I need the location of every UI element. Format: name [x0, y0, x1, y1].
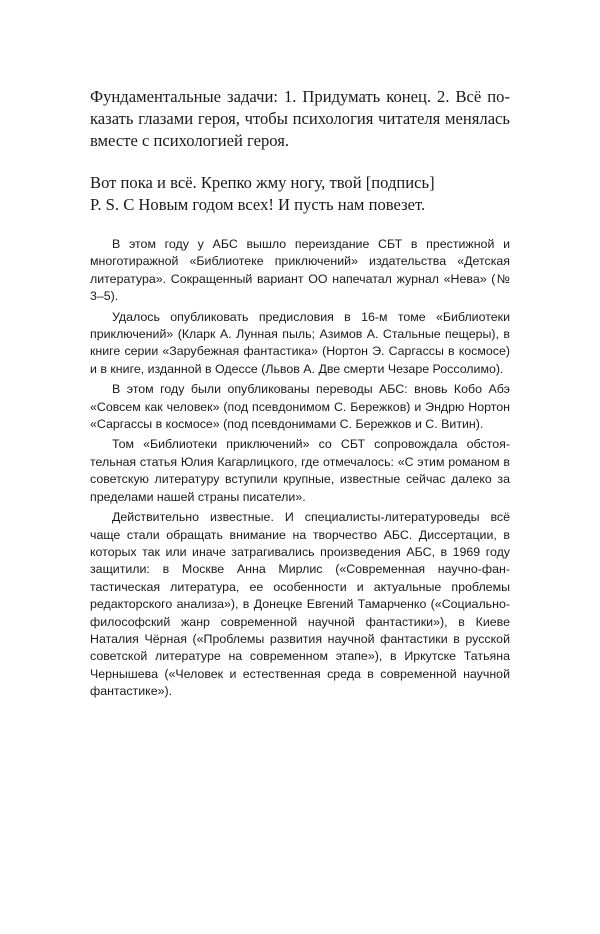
- commentary-paragraph: Действительно известные. И специалисты-литературоведы всё чаще стали обращать внимание на творчество АБС. Диссертации, в которых так или иначе затрагивались произведения АБС, в 1969 году защитили: в Москве Анна Мирлис («Современная научно-фантастическая литература, ее особенности и актуальные проблемы редакторского анализа»), в Донецке Евгений Тамарченко («Социально-философский жанр современной научной фантастики»), в Киеве Наталия Чёрная («Проблемы развития научной фантастики в русской советской литературе на современном этапе»), в Иркутске Татьяна Чернышева («Человек и естественная среда в современной научной фантастике»).: [90, 510, 510, 699]
- letter-postscript-line: P. S. С Новым годом всех! И пусть нам повезет.: [90, 195, 426, 214]
- letter-closing: [90, 172, 510, 216]
- letter-tasks-paragraph: Фундаментальные задачи: 1. Придумать конец. 2. Всё показать глазами героя, чтобы психология читателя менялась вместе с психологией героя.: [90, 87, 510, 150]
- commentary-paragraph: В этом году у АБС вышло переиздание СБТ в престижной и многотиражной «Библиотеке приключений» издательства «Детская литература». Сокращенный вариант ОО напечатал журнал «Нева» (№ 3–5).: [90, 237, 510, 304]
- editorial-commentary: [90, 236, 510, 701]
- letter-signoff-line: Вот пока и всё. Крепко жму ногу, твой [подпись]: [90, 173, 435, 192]
- commentary-paragraph: В этом году были опубликованы переводы АБС: вновь Кобо Абэ «Совсем как человек» (под псевдонимом С. Бережков) и Эндрю Нортон «Саргассы в космосе» (под псевдонимами С. Бережков и С. Витин).: [90, 382, 510, 432]
- book-page: [90, 0, 510, 704]
- commentary-paragraph: Удалось опубликовать предисловия в 16-м томе «Библиотеки приключений» (Кларк А. Лунная пыль; Азимов А. Стальные пещеры), в книге серии «Зарубежная фантастика» (Нортон Э. Саргассы в космосе) и в книге, изданной в Одессе (Львов А. Две смерти Чезаре Россолимо).: [90, 309, 510, 376]
- commentary-paragraph: Том «Библиотеки приключений» со СБТ сопровождала обстоятельная статья Юлия Кагарлицкого, где отмечалось: «С этим романом в советскую литературу вступили крупные, известные сейчас далеко за пределами нашей страны писатели».: [90, 437, 510, 504]
